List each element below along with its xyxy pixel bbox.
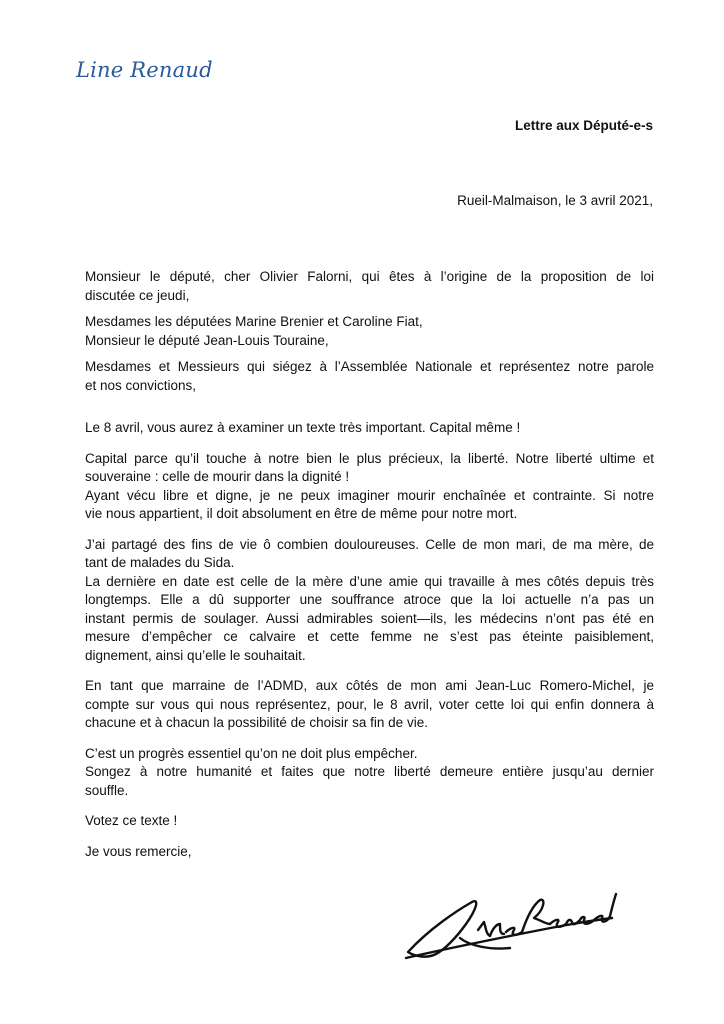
salutation-line: discutée ce jeudi,	[85, 287, 190, 303]
paragraph-line: instant permis de soulager. Aussi admirables soient—ils, les médecins n’ont pas été en	[85, 610, 654, 626]
paragraph-line: souveraine : celle de mourir dans la dignité !	[85, 469, 350, 484]
paragraph-line: dignement, ainsi qu’elle le souhaitait.	[85, 647, 306, 663]
paragraph-line: souffle.	[85, 782, 129, 798]
paragraph-line: La dernière en date est celle de la mère d’une amie qui travaille à mes côtés depuis très	[85, 573, 654, 589]
paragraph-line: vie nous appartient, il doit absolument en être de même pour notre mort.	[85, 506, 518, 521]
paragraph-line: J’ai partagé des fins de vie ô combien douloureuses. Celle de mon mari, de ma mère, de	[85, 536, 654, 552]
paragraph-line: Le 8 avril, vous aurez à examiner un texte très important. Capital même !	[85, 420, 521, 435]
salutation-line: Monsieur le député, cher Olivier Falorni, qui êtes à l’origine de la proposition de loi	[85, 269, 654, 284]
paragraph-line: mesure d’empêcher ce calvaire et cette femme ne s’est pas éteinte paisiblement,	[85, 629, 654, 644]
paragraph-line: Votez ce texte !	[85, 813, 178, 828]
paragraph-line: compte sur vous qui nous représentez, pour, le 8 avril, voter cette loi qui enfin donnera à	[85, 696, 654, 712]
salutation-line: et nos convictions,	[85, 377, 197, 393]
date-line: Rueil-Malmaison, le 3 avril 2021,	[457, 193, 653, 208]
paragraph-line: En tant que marraine de l’ADMD, aux côtés de mon ami Jean-Luc Romero-Michel, je	[85, 678, 654, 693]
paragraph-line: C’est un progrès essentiel qu’on ne doit plus empêcher.	[85, 745, 418, 761]
salutation-line: Mesdames les députées Marine Brenier et Caroline Fiat,	[85, 314, 423, 329]
letter-body	[85, 268, 654, 861]
letterhead-logo: Line Renaud	[76, 58, 213, 82]
paragraph-line: Songez à notre humanité et faites que notre liberté demeure entière jusqu’au dernier	[85, 764, 654, 779]
salutation-line: Monsieur le député Jean-Louis Touraine,	[85, 332, 329, 348]
paragraph-line: Je vous remercie,	[85, 843, 192, 859]
signature-icon	[400, 880, 630, 972]
handwritten-signature	[400, 880, 630, 972]
paragraph-line: tant de malades du Sida.	[85, 555, 235, 570]
paragraph-line: longtemps. Elle a dû supporter une souffrance atroce que la loi actuelle n’a pas un	[85, 592, 654, 607]
salutation-line: Mesdames et Messieurs qui siégez à l’Assemblée Nationale et représentez notre parole	[85, 359, 654, 374]
paragraph-line: chacune et à chacun la possibilité de choisir sa fin de vie.	[85, 715, 428, 730]
letter-title: Lettre aux Député-e-s	[514, 118, 653, 133]
paragraph-line: Ayant vécu libre et digne, je ne peux imaginer mourir enchaînée et contrainte. Si notre	[85, 487, 654, 503]
paragraph-line: Capital parce qu’il touche à notre bien le plus précieux, la liberté. Notre liberté ultime et	[85, 450, 654, 466]
